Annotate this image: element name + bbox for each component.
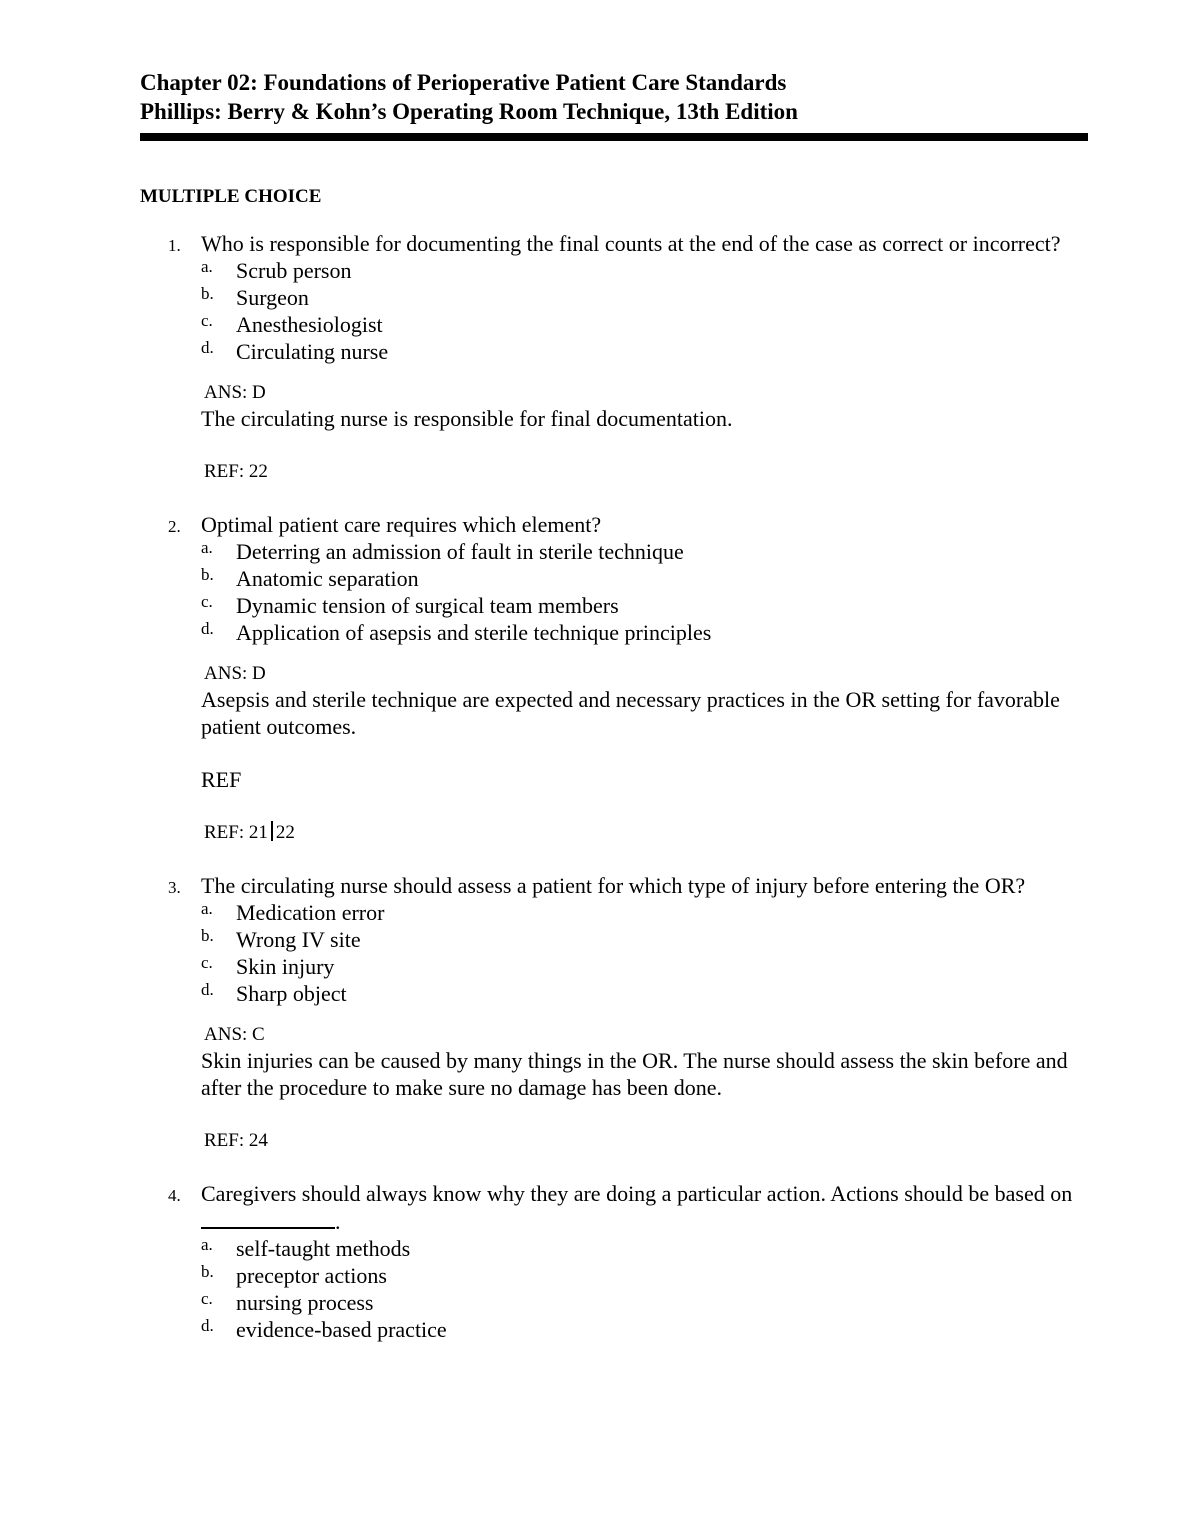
option-b [201,565,1088,592]
answer-rationale: The circulating nurse is responsible for final documentation. [201,406,733,431]
question-stem-text: Caregivers should always know why they are doing a particular action. Actions should be based on [201,1181,1073,1206]
option-a [201,899,1088,926]
option-c [201,1289,1088,1316]
option-letter: d. [201,1316,214,1335]
question-4 [140,1180,1088,1343]
option-list [201,899,1088,1007]
option-a [201,257,1088,284]
option-text: Application of asepsis and sterile technique principles [236,620,712,645]
option-letter: d. [201,980,214,999]
option-a [201,538,1088,565]
fill-in-blank [201,1207,335,1229]
reference-plain: REF [201,767,242,792]
option-list [201,257,1088,365]
option-b [201,1262,1088,1289]
option-letter: a. [201,257,213,276]
reference-prefix: REF: 21 [204,822,268,843]
option-text: evidence-based practice [236,1317,447,1342]
question-2 [140,511,1088,845]
option-b [201,284,1088,311]
option-letter: d. [201,338,214,357]
option-b [201,926,1088,953]
answer-rationale: Asepsis and sterile technique are expected and necessary practices in the OR setting for favorable patient outcomes. [201,687,1060,739]
reference-suffix: 22 [275,822,295,843]
document-page [140,68,1088,1343]
question-list [140,230,1088,1343]
option-c [201,311,1088,338]
option-a [201,1235,1088,1262]
answer-rationale: Skin injuries can be caused by many things in the OR. The nurse should assess the skin before and after the procedure to make sure no damage has been done. [201,1048,1068,1100]
question-number: 3. [168,878,181,897]
option-d [201,1316,1088,1343]
question-stem [201,1180,1088,1235]
header-divider [140,133,1088,141]
question-number: 4. [168,1186,181,1205]
option-letter: c. [201,1289,213,1308]
option-letter: b. [201,926,214,945]
option-list [201,538,1088,646]
answer-label: ANS: C [204,1024,265,1045]
question-3 [140,872,1088,1153]
answer-label: ANS: D [204,663,266,684]
option-d [201,980,1088,1007]
chapter-title: Chapter 02: Foundations of Perioperative Patient Care Standards [140,70,787,95]
option-text: Sharp object [236,981,347,1006]
option-letter: a. [201,1235,213,1254]
option-c [201,592,1088,619]
section-heading: MULTIPLE CHOICE [140,186,322,207]
question-1 [140,230,1088,484]
option-text: Anatomic separation [236,566,419,591]
reference-line: REF: 24 [204,1130,268,1151]
option-letter: d. [201,619,214,638]
question-stem: Optimal patient care requires which element? [201,512,602,537]
option-text: Scrub person [236,258,352,283]
option-letter: c. [201,953,213,972]
option-text: nursing process [236,1290,374,1315]
option-letter: c. [201,592,213,611]
option-c [201,953,1088,980]
option-letter: b. [201,284,214,303]
option-letter: a. [201,899,213,918]
option-text: Circulating nurse [236,339,389,364]
reference-line: REF: 22 [204,461,268,482]
reference-separator [271,821,273,841]
option-d [201,338,1088,365]
option-letter: c. [201,311,213,330]
option-text: self-taught methods [236,1236,411,1261]
option-text: Deterring an admission of fault in sterile technique [236,539,684,564]
option-text: Dynamic tension of surgical team members [236,593,619,618]
option-text: preceptor actions [236,1263,387,1288]
option-text: Surgeon [236,285,309,310]
answer-label: ANS: D [204,382,266,403]
question-stem: Who is responsible for documenting the final counts at the end of the case as correct or incorrect? [201,231,1061,256]
option-d [201,619,1088,646]
book-title: Phillips: Berry & Kohn’s Operating Room Technique, 13th Edition [140,99,798,124]
question-number: 1. [168,236,181,255]
option-text: Skin injury [236,954,335,979]
option-letter: b. [201,1262,214,1281]
option-letter: b. [201,565,214,584]
option-text: Anesthesiologist [236,312,383,337]
option-letter: a. [201,538,213,557]
reference-line [201,820,1088,845]
option-text: Wrong IV site [236,927,361,952]
question-number: 2. [168,517,181,536]
option-text: Medication error [236,900,385,925]
question-stem: The circulating nurse should assess a patient for which type of injury before entering the OR? [201,873,1026,898]
question-stem-end: . [335,1209,341,1234]
option-list [201,1235,1088,1343]
